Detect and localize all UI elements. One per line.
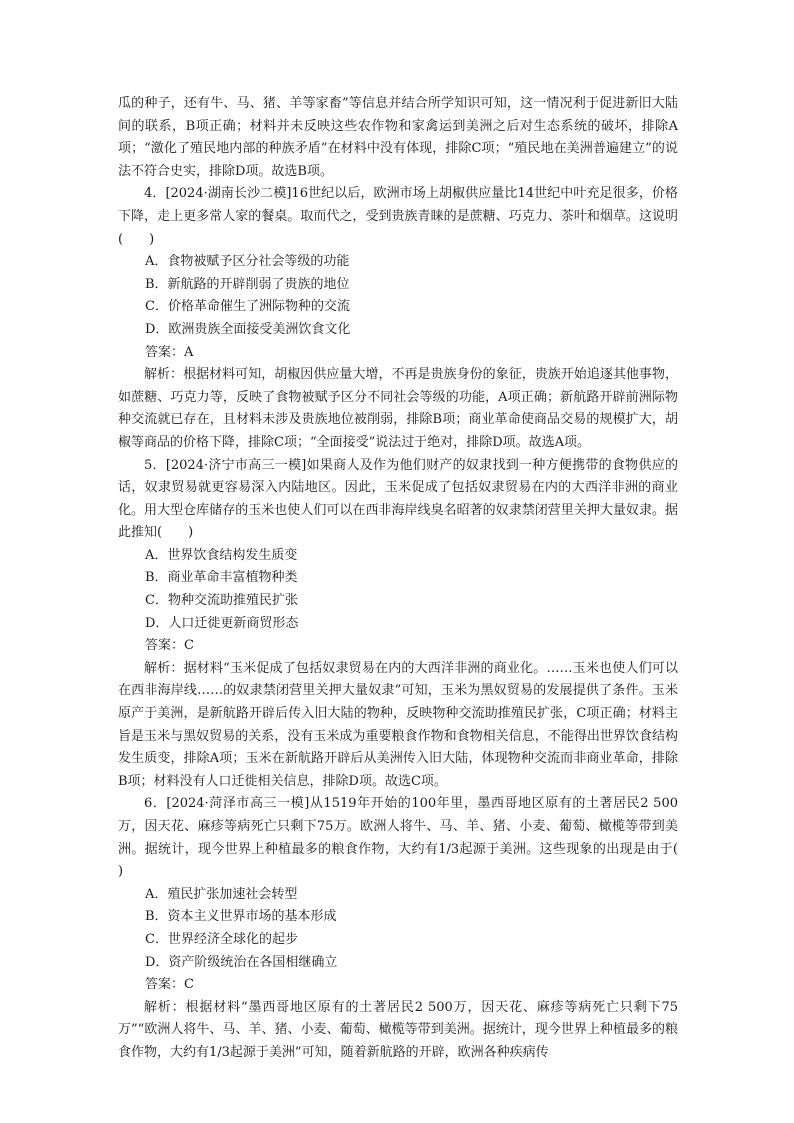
question-6 [118, 793, 705, 1064]
question-stem: 4．[2024·湖南长沙二模]16世纪以后，欧洲市场上胡椒供应量比14世纪中叶充足很多，价格下降，走上更多常人家的餐桌。取而代之，受到贵族青睐的是蔗糖、巧克力、茶叶和烟草。这说明( ) [118, 186, 678, 247]
question-stem: 6．[2024·菏泽市高三一模]从1519年开始的100年里，墨西哥地区原有的土著居民2 500万，因天花、麻疹等病死亡只剩下75万。欧洲人将牛、马、羊、猪、小麦、葡萄、橄榄等带到美洲。据统计，现今世界上种植最多的粮食作物，大约有1/3起源于美洲。这些现象的出现是由于( ) [118, 796, 705, 880]
intro-paragraph: 瓜的种子，还有牛、马、猪、羊等家畜”等信息并结合所学知识可知，这一情况利于促进新旧大陆间的联系，B项正确；材料并未反映这些农作物和家禽运到美洲之后对生态系统的破坏，排除A项；“激化了殖民地内部的种族矛盾”在材料中没有体现，排除C项；“殖民地在美洲普遍建立”的说法不符合史实，排除D项。故选B项。 [118, 96, 678, 179]
option-b: B．商业革命丰富植物种类 [145, 570, 298, 586]
option-c: C．物种交流助推殖民扩张 [145, 593, 298, 609]
option-c: C．价格革命催生了洲际物种的交流 [145, 299, 350, 315]
option-c: C．世界经济全球化的起步 [145, 931, 298, 947]
document-page [118, 93, 705, 1065]
option-a: A．殖民扩张加速社会转型 [145, 886, 298, 902]
option-d: D．欧洲贵族全面接受美洲饮食文化 [145, 321, 351, 337]
analysis: 解析：据材料“玉米促成了包括奴隶贸易在内的大西洋非洲的商业化。……玉米也使人们可以在西非海岸线……的奴隶禁闭营里关押大量奴隶”可知，玉米为黑奴贸易的发展提供了条件。玉米原产于美洲，是新航路开辟后传入旧大陆的物种，反映物种交流助推殖民扩张，C项正确；材料主旨是玉米与黑奴贸易的关系，没有玉米成为重要粮食作物和食物相关信息，不能得出世界饮食结构发生质变，排除A项；玉米在新航路开辟后从美洲传入旧大陆，体现物种交流而非商业革命，排除B项；材料没有人口迁徙相关信息，排除D项。故选C项。 [118, 660, 678, 789]
answer: 答案：C [145, 977, 194, 993]
option-a: A．食物被赋予区分社会等级的功能 [145, 254, 350, 270]
question-stem: 5．[2024·济宁市高三一模]如果商人及作为他们财产的奴隶找到一种方便携带的食物供应的话，奴隶贸易就更容易深入内陆地区。因此，玉米促成了包括奴隶贸易在内的大西洋非洲的商业化。用大型仓库储存的玉米也使人们可以在西非海岸线臭名昭著的奴隶禁闭营里关押大量奴隶。据此推知( ) [118, 457, 678, 541]
answer: 答案：A [145, 344, 194, 360]
option-b: B．资本主义世界市场的基本形成 [145, 909, 337, 925]
question-5 [118, 455, 678, 794]
option-d: D．资产阶级统治在各国相继确立 [145, 954, 338, 970]
option-b: B．新航路的开辟削弱了贵族的地位 [145, 276, 350, 292]
answer: 答案：C [145, 638, 194, 654]
analysis: 解析：根据材料可知，胡椒因供应量大增，不再是贵族身份的象征，贵族开始追逐其他事物，如蔗糖、巧克力等，反映了食物被赋予区分不同社会等级的功能，A项正确；新航路开辟前洲际物种交流就已存在，且材料未涉及贵族地位被削弱，排除B项；商业革命使商品交易的规模扩大，胡椒等商品的价格下降，排除C项；“全面接受”说法过于绝对，排除D项。故选A项。 [118, 367, 678, 450]
analysis: 解析：根据材料“墨西哥地区原有的土著居民2 500万，因天花、麻疹等病死亡只剩下75万”“欧洲人将牛、马、羊、猪、小麦、葡萄、橄榄等带到美洲。据统计，现今世界上种植最多的粮食作物，大约有1/3起源于美洲”可知，随着新航路的开辟，欧洲各种疾病传 [118, 999, 678, 1060]
option-d: D．人口迁徙更新商贸形态 [145, 615, 299, 631]
option-a: A．世界饮食结构发生质变 [145, 547, 298, 563]
question-4 [118, 183, 678, 454]
